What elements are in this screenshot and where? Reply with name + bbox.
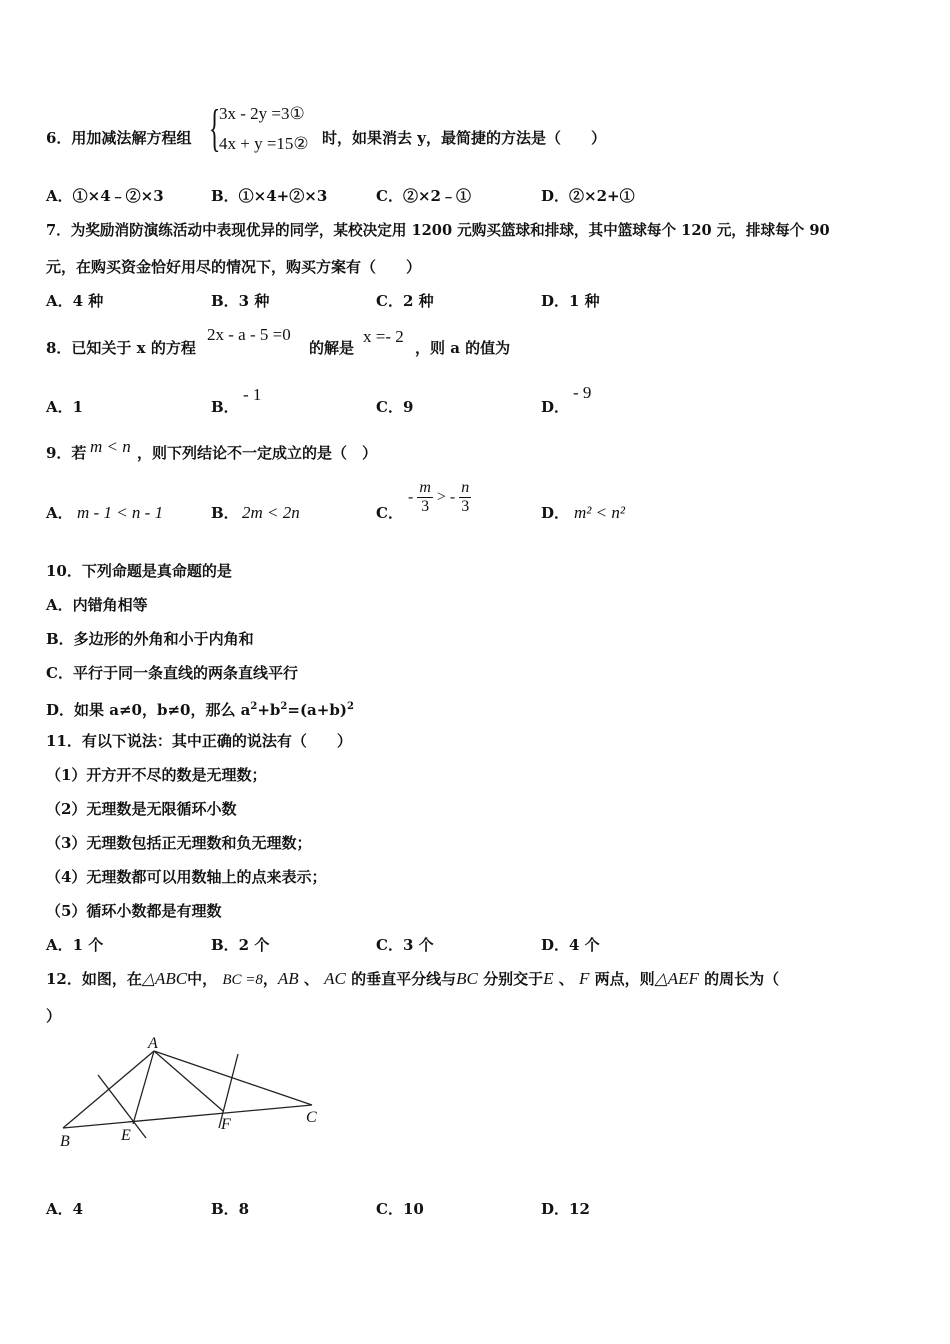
q11-option-c[interactable]: C．3 个	[376, 936, 434, 954]
q6-equation-1: 3x - 2y =3①	[219, 104, 305, 123]
q12-prefix: 12．如图，在	[46, 970, 142, 988]
q12-mid1: 中，	[187, 970, 218, 988]
q7-option-c[interactable]: C．2 种	[376, 292, 434, 310]
q12-sep2: 、	[558, 970, 574, 988]
q10-sup-1: 2	[250, 701, 258, 712]
q11-stem: 11．有以下说法：其中正确的说法有（ ）	[46, 732, 352, 750]
q9-option-a-label: A．	[46, 504, 73, 522]
q12-bc-length: BC =8	[222, 972, 263, 988]
q9-option-b-expr: 2m < 2n	[242, 503, 300, 522]
q10-option-d-mid: +b	[257, 701, 281, 719]
q8-stem-suffix: ，则 a 的值为	[415, 339, 511, 357]
q9-option-c[interactable]	[376, 503, 403, 523]
q11-item-1: （1）开方开不尽的数是无理数；	[46, 766, 267, 784]
q11-option-a[interactable]: A．1 个	[46, 936, 104, 954]
q11-item-4: （4）无理数都可以用数轴上的点来表示；	[46, 868, 327, 886]
q9-option-d-expr: m² < n²	[574, 503, 625, 522]
q8-stem: 8．已知关于 x 的方程	[46, 339, 196, 357]
q8-option-d-label: D．	[541, 398, 570, 416]
q6-stem: 6．用加减法解方程组	[46, 129, 192, 147]
q10-option-d-prefix: D．如果 a≠0，b≠0，那么 a	[46, 701, 251, 719]
q6-stem-suffix: 时，如果消去 y，最简捷的方法是（ ）	[322, 129, 606, 147]
q7-stem-line1: 7．为奖励消防演练活动中表现优异的同学，某校决定用 1200 元购买篮球和排球，其中篮球每个 120 元，排球每个 90	[46, 222, 830, 239]
q9-option-a-expr: m - 1 < n - 1	[77, 503, 164, 522]
label-a: A	[148, 1035, 158, 1052]
q9-stem: 9．若	[46, 444, 87, 462]
q6-equation-2: 4x + y =15②	[219, 134, 309, 153]
q6-option-c[interactable]: C．②×2﹣①	[376, 187, 471, 205]
q11-item-5: （5）循环小数都是有理数	[46, 902, 222, 920]
q9-option-c-expr: - $\frac{m}{3}$ > - $\frac{n}{3}$	[408, 479, 470, 515]
q9-option-b-label: B．	[211, 504, 239, 522]
q8-option-c[interactable]	[376, 397, 413, 417]
q6-option-b[interactable]: B．①×4+②×3	[211, 187, 328, 205]
q11-option-b[interactable]: B．2 个	[211, 936, 270, 954]
q12-triangle-abc: △ABC	[141, 969, 188, 988]
q10-option-d-end: =(a+b)	[287, 701, 347, 719]
q9-option-c-label: C．	[376, 504, 403, 522]
segment-ac	[154, 1051, 312, 1105]
q6-option-a[interactable]: A．①×4﹣②×3	[46, 187, 164, 205]
q12-triangle-aef: △AEF	[654, 969, 699, 988]
q12-f: F	[578, 969, 590, 988]
label-f: F	[221, 1116, 231, 1133]
q12-figure	[50, 1030, 340, 1160]
q12-ac: AC	[324, 969, 346, 988]
q9-stem-suffix: ，则下列结论不一定成立的是（ ）	[137, 444, 378, 462]
q9-option-d[interactable]	[541, 503, 569, 523]
q12-mid3: 分别交于	[483, 970, 544, 988]
segment-ae	[133, 1051, 154, 1124]
q12-ab: AB	[277, 969, 299, 988]
q11-option-d[interactable]: D．4 个	[541, 936, 600, 954]
q12-mid2: 的垂直平分线与	[351, 970, 457, 988]
q12-sep1: 、	[303, 970, 319, 988]
q9-option-a[interactable]	[46, 503, 73, 523]
q8-solution: x =- 2	[363, 327, 404, 346]
q6-option-d[interactable]: D．②×2+①	[541, 187, 635, 205]
q10-stem: 10．下列命题是真命题的是	[46, 562, 232, 580]
q12-option-c[interactable]: C．10	[376, 1200, 424, 1218]
q8-equation: 2x - a - 5 =0	[207, 325, 291, 344]
q12-e: E	[543, 969, 554, 988]
q8-option-a-label: A．	[46, 398, 73, 416]
q8-option-a[interactable]	[46, 397, 83, 417]
label-c: C	[306, 1109, 317, 1126]
q10-sup-2: 2	[280, 701, 288, 712]
q9-option-c-frac-m: $\frac{m}{3}$	[419, 479, 431, 515]
q12-stem-line2: ）	[46, 1007, 62, 1025]
q8-option-b[interactable]	[211, 397, 239, 417]
q10-sup-3: 2	[346, 701, 354, 712]
q12-option-d[interactable]: D．12	[541, 1200, 590, 1218]
q7-option-b[interactable]: B．3 种	[211, 292, 270, 310]
q9-condition: m < n	[90, 437, 131, 456]
q10-option-c[interactable]: C．平行于同一条直线的两条直线平行	[46, 664, 298, 682]
q8-stem-mid: 的解是	[309, 339, 355, 357]
q10-option-d[interactable]	[46, 697, 354, 720]
q12-mid4: 两点，则	[594, 970, 655, 988]
q8-option-b-value: - 1	[243, 385, 262, 404]
q7-stem-line2: 元，在购买资金恰好用尽的情况下，购买方案有（ ）	[46, 258, 422, 276]
q6-system-brace: {	[209, 100, 221, 157]
q8-option-d-value: - 9	[573, 383, 592, 402]
label-e: E	[121, 1127, 131, 1144]
q8-option-a-value: 1	[72, 398, 84, 416]
q12-option-a[interactable]: A．4	[46, 1200, 84, 1218]
segment-bc	[63, 1105, 312, 1128]
label-b: B	[60, 1133, 70, 1150]
q8-option-c-label: C．	[376, 398, 403, 416]
q12-bc: BC	[456, 969, 478, 988]
q11-item-3: （3）无理数包括正无理数和负无理数；	[46, 834, 312, 852]
q12-suffix: 的周长为（	[704, 970, 780, 988]
q9-option-c-frac-n: $\frac{n}{3}$	[461, 479, 470, 515]
q7-option-a[interactable]: A．4 种	[46, 292, 104, 310]
q9-option-d-label: D．	[541, 504, 570, 522]
q8-option-c-value: 9	[402, 398, 414, 416]
q8-option-d[interactable]	[541, 397, 569, 417]
segment-af	[154, 1051, 223, 1111]
q11-item-2: （2）无理数是无限循环小数	[46, 800, 237, 818]
q7-option-d[interactable]: D．1 种	[541, 292, 600, 310]
q12-option-b[interactable]: B．8	[211, 1200, 250, 1218]
q8-option-b-label: B．	[211, 398, 239, 416]
q10-option-a[interactable]: A．内错角相等	[46, 596, 148, 614]
q9-option-b[interactable]	[211, 503, 239, 523]
q10-option-b[interactable]: B．多边形的外角和小于内角和	[46, 630, 254, 648]
q12-comma: ，	[262, 970, 278, 988]
q12-stem	[46, 969, 779, 990]
